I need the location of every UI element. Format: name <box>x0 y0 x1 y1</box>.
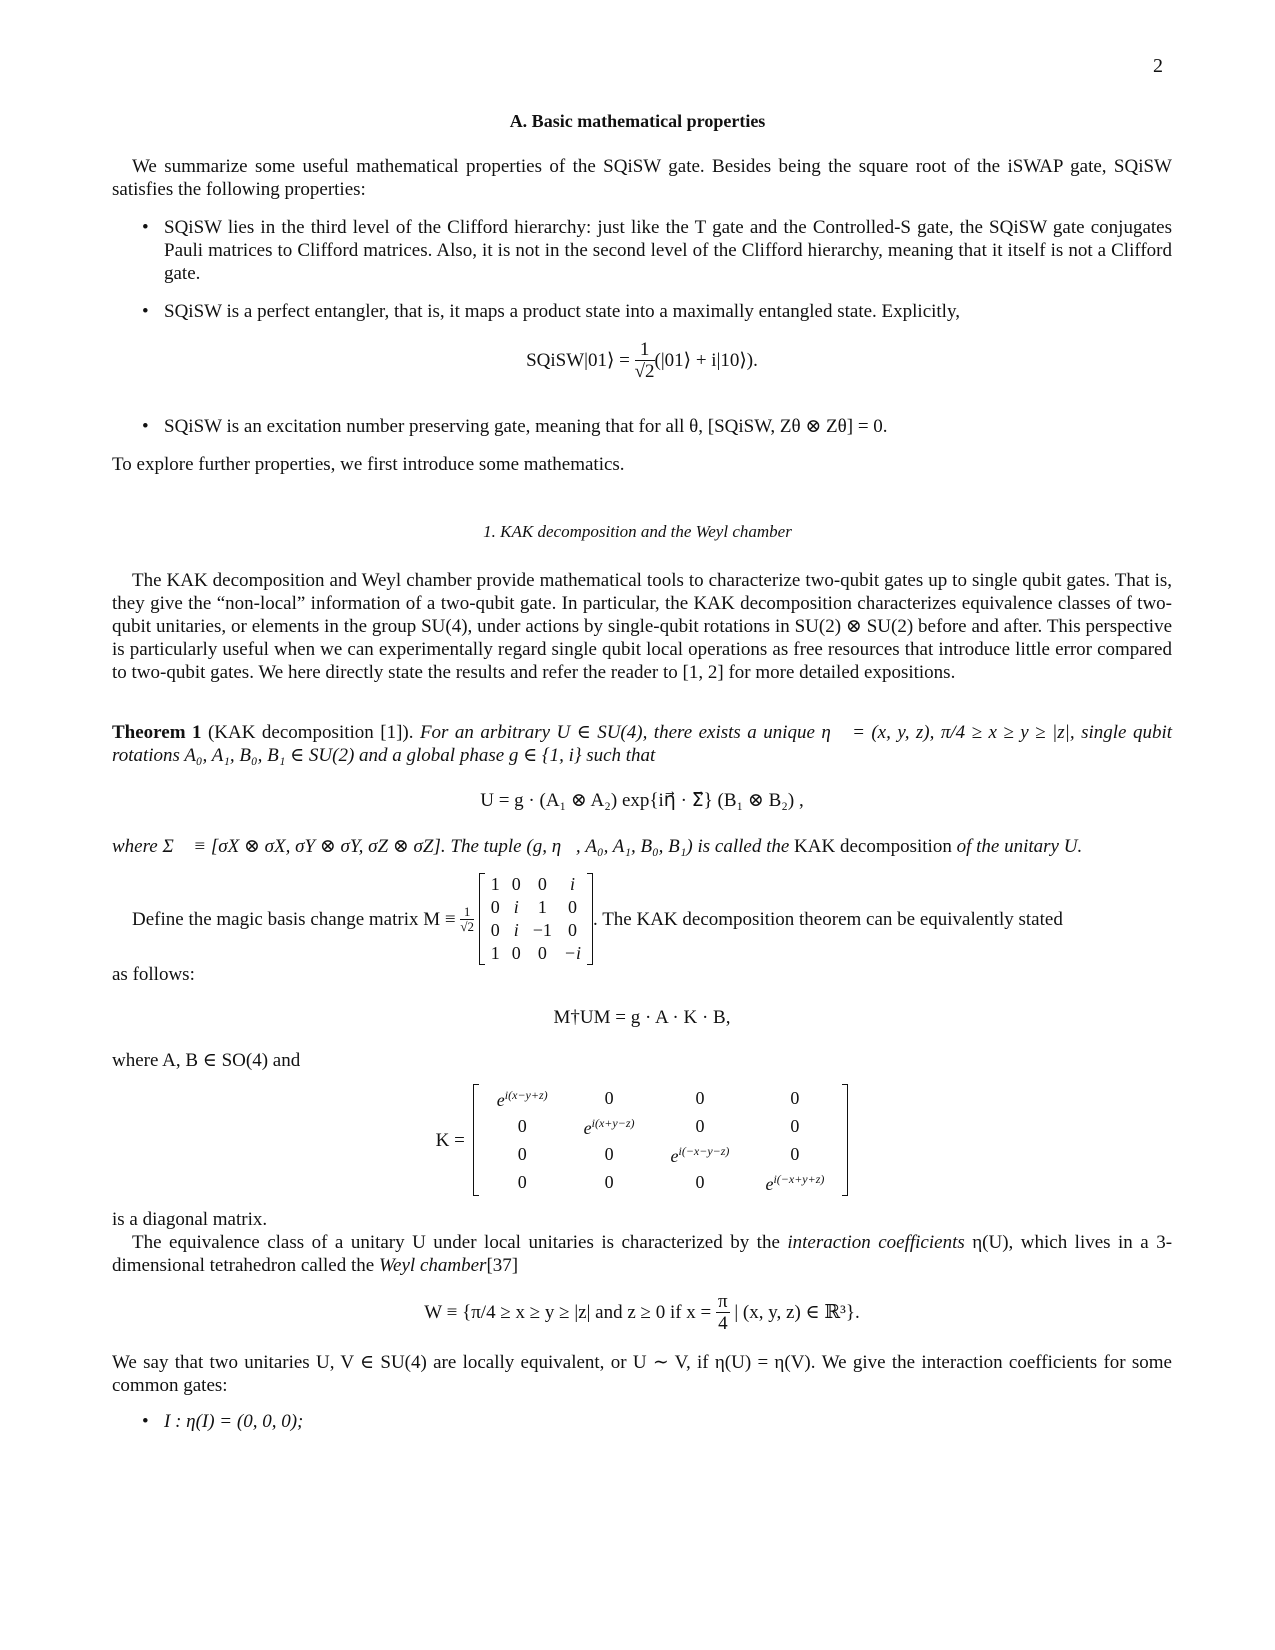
matrix-cell: 0 <box>567 897 577 917</box>
matrix-cell: −i <box>563 943 582 963</box>
frac-num: π <box>718 1291 728 1312</box>
magic-lead: Define the magic basis change matrix M ≡ <box>132 908 456 930</box>
theorem-name: (KAK decomposition [1]). <box>207 722 414 743</box>
eq-text-a: The equivalence class of a unitary U under local unitaries is characterized by the <box>132 1232 780 1253</box>
theorem-label: Theorem 1 <box>112 722 202 743</box>
matrix-cell: 0 <box>537 943 547 963</box>
bullet-dot: • <box>142 217 149 238</box>
frac-den: 4 <box>718 1313 728 1334</box>
bullet-excitation <box>142 415 1172 438</box>
bullet-entangler <box>142 300 1172 323</box>
frac-num: 1 <box>635 340 655 361</box>
matrix-row <box>479 1168 843 1196</box>
kak-intro-paragraph: The KAK decomposition and Weyl chamber provide mathematical tools to characterize two-qubit gates up to single qubit gates. That is, they give the “non-local” information of a two-qubit gate. In particular, the KAK decomposition characterizes equivalence classes of two-qubit unitaries, or elements in the group SU(4), under actions by single-qubit rotations in SU(2) ⊗ SU(2) before and after. This perspective is particularly useful when we can experimentally regard single qubit local operations as free resources that introduce little error compared to two-qubit gates. We here directly state the results and refer the reader to [1, 2] for more detailed expositions. <box>112 570 1172 683</box>
matrix-cell: 0 <box>511 874 521 894</box>
bullet-text: I : η(I) = (0, 0, 0); <box>164 1411 304 1432</box>
matrix-cell: 0 <box>517 1143 527 1164</box>
bullet-text: SQiSW is an excitation number preserving gate, meaning that for all θ, [SQiSW, Zθ ⊗ Zθ] = 0. <box>164 416 888 437</box>
matrix-cell: 0 <box>517 1115 527 1136</box>
matrix-cell: 0 <box>511 943 521 963</box>
theorem-block <box>112 721 1172 767</box>
kak-term: KAK decomposition <box>794 836 952 857</box>
diagonal-line: is a diagonal matrix. <box>112 1209 268 1230</box>
matrix-cell: 1 <box>490 943 500 963</box>
frac-den: √2 <box>634 361 655 382</box>
locally-equivalent-paragraph: We say that two unitaries U, V ∈ SU(4) are locally equivalent, or U ∼ V, if η(U) = η(V). We give the interaction coefficients for some common gates: <box>112 1352 1172 1396</box>
magic-equation: M†UM = g · A · K · B, <box>553 1007 731 1028</box>
weyl-equation <box>112 1292 1172 1335</box>
matrix-row <box>479 1140 843 1168</box>
magic-fraction <box>460 905 474 934</box>
bullet-identity <box>142 1410 1172 1433</box>
matrix-cell: i <box>513 897 519 917</box>
matrix-cell: 0 <box>790 1115 800 1136</box>
eq-fraction <box>635 340 655 383</box>
k-matrix-equation <box>112 1087 1172 1194</box>
matrix-cell: 0 <box>695 1171 705 1192</box>
matrix-row <box>485 896 587 919</box>
frac-num: 1 <box>460 905 474 920</box>
k-lhs: K = <box>435 1129 465 1151</box>
where-tail: of the unitary U. <box>956 836 1083 857</box>
as-follows: as follows: <box>112 964 195 985</box>
eq-rhs: (|01⟩ + i|10⟩). <box>654 349 758 371</box>
matrix-cell: 0 <box>604 1143 614 1164</box>
matrix-cell: $e^{i(-x+y+z)}$ <box>765 1172 825 1194</box>
explore-line: To explore further properties, we first introduce some mathematics. <box>112 454 625 475</box>
kak-equation: U = g · (A₁ ⊗ A₂) exp{iη⃗ · Σ⃗} (B₁ ⊗ B₂) , <box>480 790 804 811</box>
magic-basis-line <box>112 872 1172 966</box>
magic-matrix <box>479 873 593 965</box>
matrix-row <box>485 942 587 965</box>
bullet-dot: • <box>142 301 149 322</box>
bullet-dot: • <box>142 416 149 437</box>
matrix-cell: 0 <box>790 1143 800 1164</box>
eq-lhs: SQiSW|01⟩ = <box>526 349 630 371</box>
page-number: 2 <box>1153 55 1163 77</box>
equivalence-paragraph <box>112 1231 1172 1277</box>
matrix-cell: 0 <box>517 1171 527 1192</box>
matrix-cell: 0 <box>604 1171 614 1192</box>
where-text: where Σ⃗ ≡ [σX ⊗ σX, σY ⊗ σY, σZ ⊗ σZ]. The tuple (g, η⃗, A₀, A₁, B₀, B₁) is called the <box>112 836 790 857</box>
matrix-cell: 0 <box>695 1087 705 1108</box>
theorem-where <box>112 835 1172 858</box>
weyl-lhs: W ≡ {π/4 ≥ x ≥ y ≥ |z| and z ≥ 0 if x = <box>424 1301 712 1323</box>
frac-den: √2 <box>460 918 474 934</box>
matrix-row <box>479 1084 843 1112</box>
matrix-cell: $e^{i(-x-y-z)}$ <box>670 1144 730 1166</box>
matrix-cell: 1 <box>537 897 547 917</box>
matrix-cell: $e^{i(x-y+z)}$ <box>496 1088 548 1110</box>
matrix-cell: i <box>569 874 575 894</box>
magic-tail: . The KAK decomposition theorem can be equivalently stated <box>593 908 1063 930</box>
section-heading: A. Basic mathematical properties <box>509 111 766 131</box>
intro-paragraph: We summarize some useful mathematical properties of the SQiSW gate. Besides being the square root of the iSWAP gate, SQiSW satisfies the following properties: <box>112 156 1172 200</box>
bullet-text: SQiSW is a perfect entangler, that is, it maps a product state into a maximally entangled state. Explicitly, <box>164 301 960 322</box>
matrix-row <box>485 919 587 942</box>
matrix-cell: 1 <box>490 874 500 894</box>
bullet-clifford <box>142 216 1172 285</box>
matrix-cell: 0 <box>490 920 500 940</box>
term-interaction: interaction coefficients <box>787 1232 965 1253</box>
weyl-rhs: | (x, y, z) ∈ ℝ³}. <box>734 1301 860 1323</box>
matrix-cell: −1 <box>532 920 552 940</box>
k-matrix <box>473 1084 849 1196</box>
matrix-cell: 0 <box>537 874 547 894</box>
term-weyl: Weyl chamber <box>378 1255 487 1276</box>
equation-entangler <box>112 340 1172 383</box>
bullet-text: SQiSW lies in the third level of the Clifford hierarchy: just like the T gate and the Controlled-S gate, the SQiSW gate conjugates Pauli matrices to Clifford matrices. Also, it is not in the second level of the Clifford hierarchy, meaning that it itself is not a Clifford gate. <box>164 217 1172 284</box>
eq-text-b: η(U), which lives in a 3-dimensional tetrahedron called the <box>112 1232 1173 1276</box>
matrix-cell: $e^{i(x+y-z)}$ <box>583 1116 635 1138</box>
matrix-cell: 0 <box>790 1087 800 1108</box>
matrix-row <box>479 1112 843 1140</box>
matrix-cell: i <box>513 920 519 940</box>
theorem-statement: For an arbitrary U ∈ SU(4), there exists a unique η⃗ = (x, y, z), π/4 ≥ x ≥ y ≥ |z|, single qubit rotations A₀, A₁, B₀, B₁ ∈ SU(2) and a global phase g ∈ {1, i} such that <box>112 722 1173 766</box>
subsection-heading: 1. KAK decomposition and the Weyl chamber <box>483 522 792 541</box>
matrix-cell: 0 <box>490 897 500 917</box>
weyl-fraction <box>716 1292 730 1335</box>
citation: [37] <box>486 1255 519 1276</box>
where-so4: where A, B ∈ SO(4) and <box>112 1050 301 1071</box>
bullet-dot: • <box>142 1411 149 1432</box>
matrix-cell: 0 <box>604 1087 614 1108</box>
matrix-cell: 0 <box>567 920 577 940</box>
matrix-cell: 0 <box>695 1115 705 1136</box>
matrix-row <box>485 873 587 896</box>
